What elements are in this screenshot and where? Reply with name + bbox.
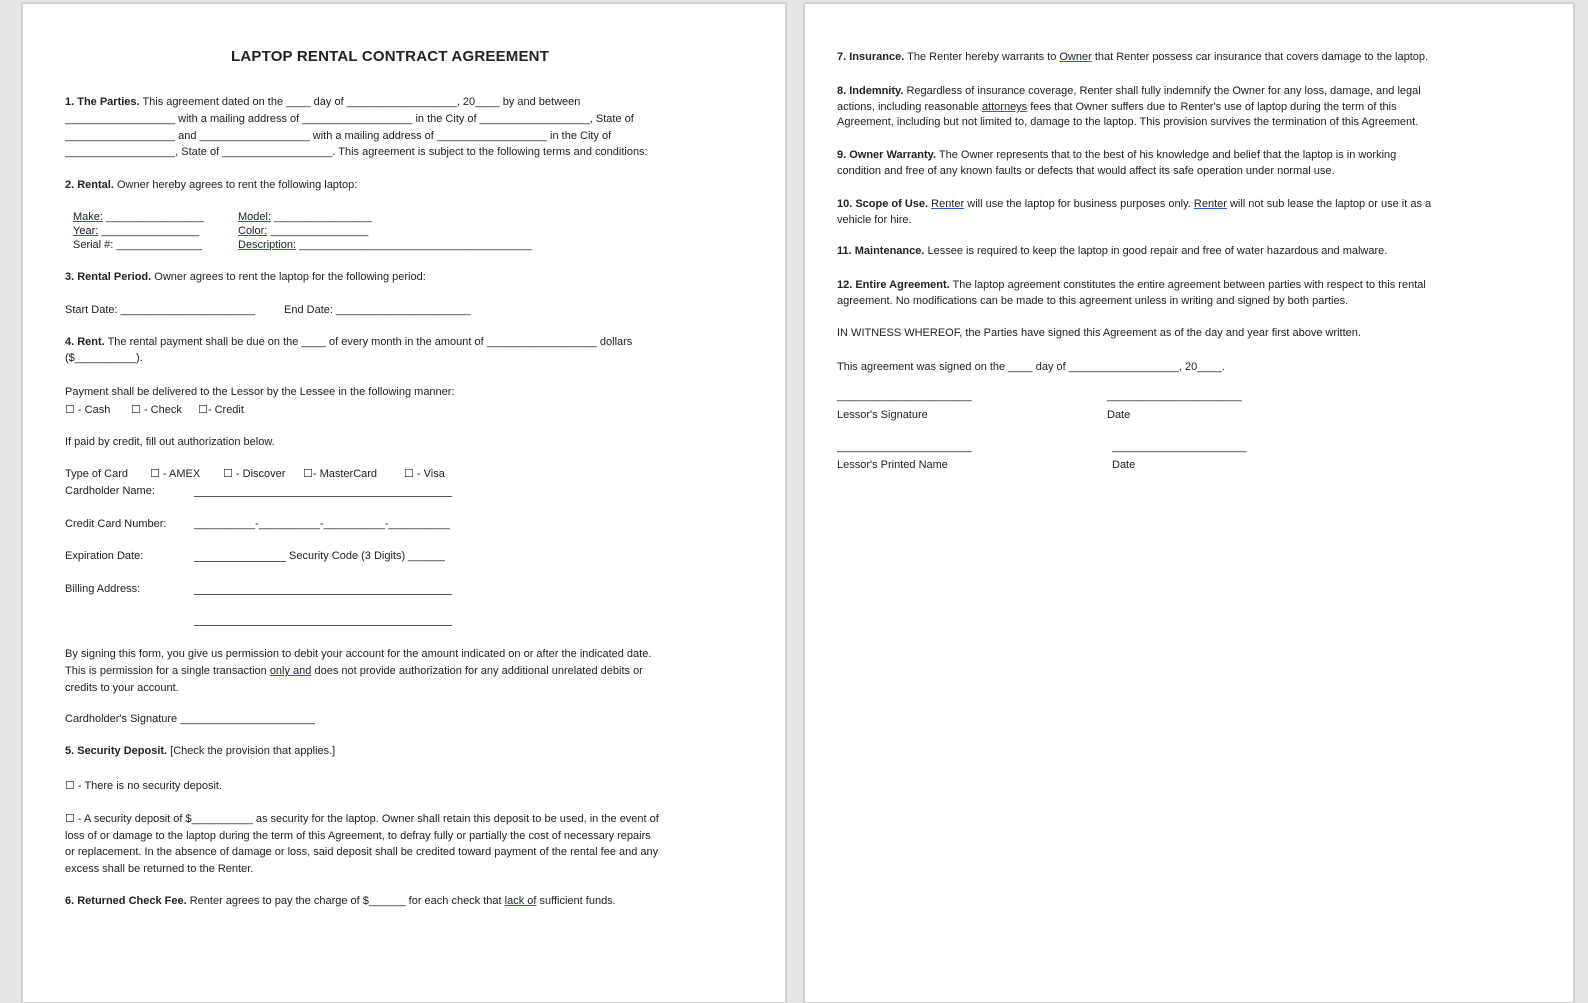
serial-label: Serial #: [73, 239, 114, 251]
indemnity-text-2c: fees that Owner suffers due to Renter's use of laptop during the term of this [1027, 101, 1397, 113]
authorization-line-2 [65, 664, 643, 678]
rental-line [65, 178, 357, 192]
make-field: Make: ________________ [73, 211, 204, 223]
serial-field: Serial #: ______________ [73, 239, 203, 251]
deposit-line [65, 744, 335, 758]
cardholder-signature: Cardholder's Signature ______________________ [65, 713, 315, 725]
returned-check-heading: 6. Returned Check Fee. [65, 895, 187, 907]
warranty-line-2: condition and free of any known faults or defects that would affect its safe operation under normal use. [837, 165, 1335, 177]
start-date-field: Start Date: ______________________ [65, 304, 256, 316]
description-label: Description: [238, 239, 297, 251]
deposit-heading: 5. Security Deposit. [65, 745, 168, 757]
authorization-line-3: credits to your account. [65, 682, 179, 694]
deposit-option-line-3: or replacement. In the absence of damage or loss, said deposit shall be credited toward payment of the rental fee and any [65, 846, 659, 858]
scope-text-c: will use the laptop for business purposes only. [964, 198, 1194, 210]
scope-heading: 10. Scope of Use. [837, 198, 929, 210]
scope-line-1 [837, 197, 1431, 211]
credit-instructions: If paid by credit, fill out authorization below. [65, 436, 275, 448]
security-code-field: Security Code (3 Digits) ______ [289, 550, 445, 562]
indemnity-heading: 8. Indemnity. [837, 85, 904, 97]
authorization-line-1: By signing this form, you give us permission to debit your account for the amount indicated on or after the indicated date. [65, 648, 652, 660]
authorization-text-2b: only and [269, 665, 312, 677]
maintenance-heading: 11. Maintenance. [837, 245, 925, 257]
lessor-signature-label: Lessor's Signature [837, 409, 928, 421]
parties-text-1: This agreement dated on the ____ day of __________________, 20____ by and between [139, 96, 581, 108]
rental-text: Owner hereby agrees to rent the following laptop: [113, 179, 358, 191]
period-text: Owner agrees to rent the laptop for the following period: [151, 271, 426, 283]
visa-checkbox[interactable]: ☐ - Visa [404, 468, 445, 480]
indemnity-line-3: Agreement, including but not limited to, damage to the laptop. This provision survives the termination of this Agreement. [837, 116, 1419, 128]
date-line-2: ______________________ [1112, 441, 1247, 453]
scope-text-d: Renter [1193, 198, 1227, 210]
maintenance-text: Lessee is required to keep the laptop in good repair and free of water hazardous and malware. [924, 245, 1388, 257]
returned-check-text-c: sufficient funds. [536, 895, 616, 907]
discover-checkbox[interactable]: ☐ - Discover [223, 468, 286, 480]
card-type-label: Type of Card [65, 468, 128, 480]
entire-text-1: The laptop agreement constitutes the entire agreement between parties with respect to this rental [949, 279, 1426, 291]
period-heading: 3. Rental Period. [65, 271, 152, 283]
scope-text-e: will not sub lease the laptop or use it as a [1226, 198, 1432, 210]
lessor-signature-line: ______________________ [837, 390, 972, 402]
cardholder-name-label: Cardholder Name: [65, 485, 155, 497]
deposit-option-line-4: excess shall be returned to the Renter. [65, 863, 254, 875]
credit-checkbox[interactable]: ☐- Credit [198, 404, 244, 416]
deposit-option-line-1: ☐ - A security deposit of $__________ as security for the laptop. Owner shall retain this deposit to be used, in the event of [65, 813, 659, 825]
page-title: LAPTOP RENTAL CONTRACT AGREEMENT [231, 48, 550, 65]
parties-line-4: __________________, State of __________________. This agreement is subject to the following terms and conditions: [65, 146, 648, 158]
color-field: Color: ________________ [238, 225, 369, 237]
date-label-2: Date [1112, 459, 1136, 471]
expiration-line [194, 561, 286, 562]
card-number-label: Credit Card Number: [65, 518, 167, 530]
authorization-text-2c: does not provide authorization for any additional unrelated debits or [311, 665, 643, 677]
parties-line-3: __________________ and __________________ with a mailing address of __________________ in the City of [65, 130, 612, 142]
entire-line-1 [837, 278, 1426, 292]
entire-heading: 12. Entire Agreement. [837, 279, 950, 291]
cardholder-name-line [194, 496, 452, 497]
insurance-heading: 7. Insurance. [837, 51, 905, 63]
rent-line-1 [65, 335, 632, 349]
date-label-1: Date [1107, 409, 1131, 421]
indemnity-text-2b: attorneys [981, 101, 1028, 113]
rent-heading: 4. Rent. [65, 336, 105, 348]
period-line [65, 270, 426, 284]
maintenance-line [837, 244, 1387, 258]
billing-line-1 [194, 594, 452, 595]
document-page-1 [22, 3, 786, 1003]
warranty-line-1 [837, 148, 1396, 162]
signed-on-line: This agreement was signed on the ____ day of __________________, 20____. [837, 361, 1225, 373]
make-label: Make: [73, 211, 103, 223]
model-field: Model: ________________ [238, 211, 372, 223]
deposit-text: [Check the provision that applies.] [167, 745, 336, 757]
parties-heading: 1. The Parties. [65, 96, 140, 108]
indemnity-line-1 [837, 84, 1421, 98]
cash-checkbox[interactable]: ☐ - Cash [65, 404, 111, 416]
warranty-text-1: The Owner represents that to the best of his knowledge and belief that the laptop is in working [936, 149, 1397, 161]
rent-line-2: ($__________). [65, 352, 143, 364]
date-line-1: ______________________ [1107, 390, 1242, 402]
parties-line-1 [65, 95, 580, 109]
document-page-2 [804, 3, 1574, 1003]
card-number-blank: __________-__________-__________-__________ [194, 518, 450, 530]
returned-check-text-a: Renter agrees to pay the charge of $______ for each check that [186, 895, 505, 907]
scope-text-b: Renter [931, 198, 965, 210]
insurance-text-c: that Renter possess car insurance that covers damage to the laptop. [1091, 51, 1429, 63]
rent-text-1: The rental payment shall be due on the ____ of every month in the amount of __________________ dollars [104, 336, 633, 348]
indemnity-line-2 [837, 100, 1397, 114]
insurance-line [837, 50, 1428, 64]
billing-label: Billing Address: [65, 583, 141, 595]
rental-heading: 2. Rental. [65, 179, 114, 191]
year-label: Year: [73, 225, 99, 237]
returned-check-line [65, 894, 616, 908]
check-checkbox[interactable]: ☐ - Check [131, 404, 182, 416]
deposit-option-line-2: loss of or damage to the laptop during the term of this Agreement, to defray fully or partially the cost of necessary repairs [65, 830, 651, 842]
insurance-text-b: Owner [1059, 51, 1092, 63]
description-field: Description: ______________________________________ [238, 239, 532, 251]
indemnity-text-1: Regardless of insurance coverage, Renter shall fully indemnify the Owner for any loss, damage, and legal [903, 85, 1421, 97]
entire-line-2: agreement. No modifications can be made to this agreement unless in writing and signed by both parties. [837, 295, 1349, 307]
year-field: Year: ________________ [73, 225, 200, 237]
lessor-name-label: Lessor's Printed Name [837, 459, 948, 471]
witness-line: IN WITNESS WHEREOF, the Parties have signed this Agreement as of the day and year first above written. [837, 327, 1361, 339]
payment-manner: Payment shall be delivered to the Lessor by the Lessee in the following manner: [65, 386, 455, 398]
billing-line-2 [194, 625, 452, 626]
mastercard-checkbox[interactable]: ☐- MasterCard [303, 468, 378, 480]
indemnity-text-2a: actions, including reasonable [837, 101, 982, 113]
warranty-heading: 9. Owner Warranty. [837, 149, 937, 161]
no-deposit-checkbox[interactable]: ☐ - There is no security deposit. [65, 780, 223, 792]
authorization-text-2a: This is permission for a single transaction [65, 665, 270, 677]
lessor-name-line: ______________________ [837, 441, 972, 453]
amex-checkbox[interactable]: ☐ - AMEX [150, 468, 201, 480]
parties-line-2: __________________ with a mailing address of __________________ in the City of __________________, State of [65, 113, 634, 125]
model-label: Model: [238, 211, 272, 223]
end-date-field: End Date: ______________________ [284, 304, 471, 316]
color-label: Color: [238, 225, 268, 237]
insurance-text-a: The Renter hereby warrants to [904, 51, 1060, 63]
scope-line-2: vehicle for hire. [837, 214, 912, 226]
expiration-label: Expiration Date: [65, 550, 144, 562]
returned-check-text-b: lack of [504, 895, 537, 907]
